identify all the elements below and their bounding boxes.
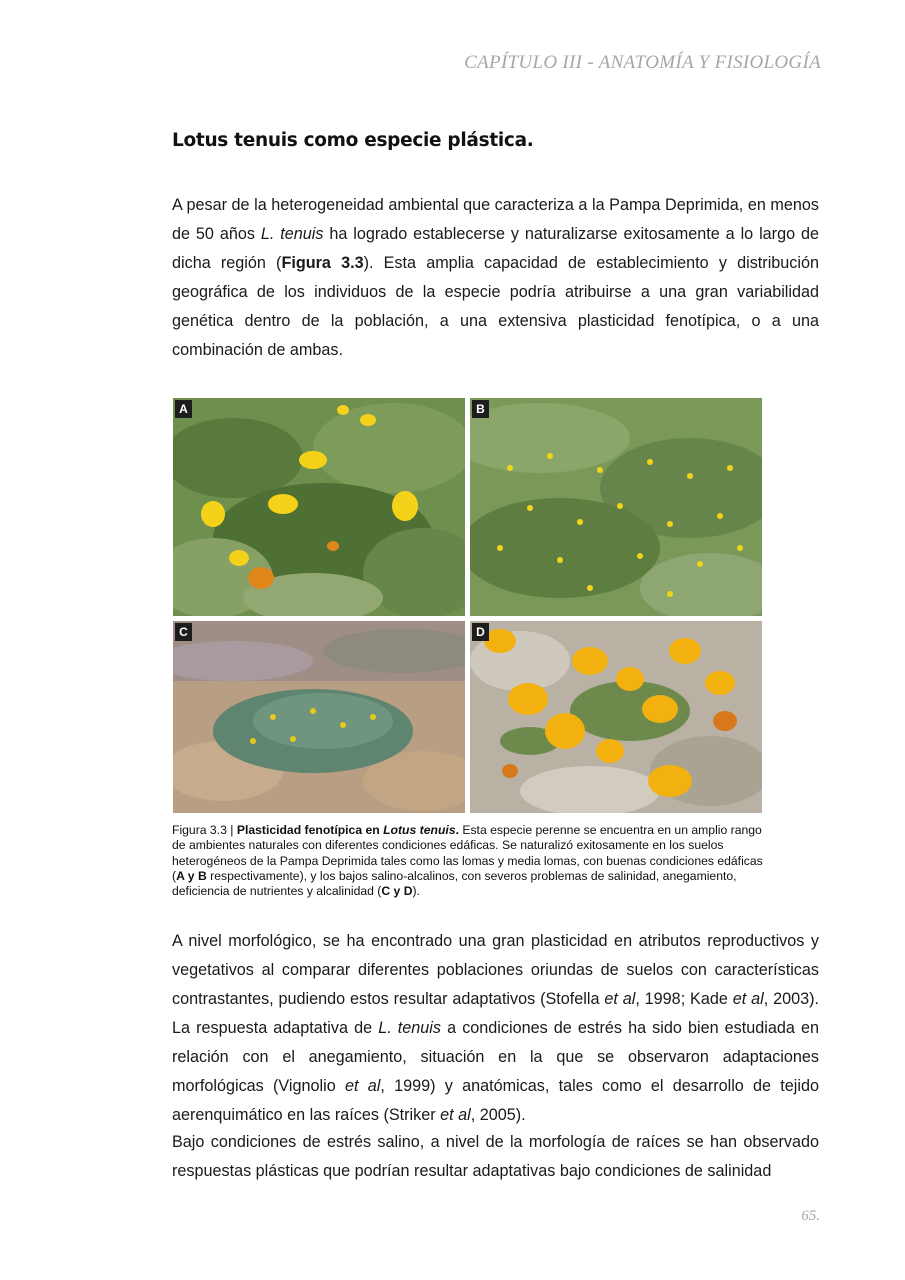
figure-caption: Figura 3.3 | Plasticidad fenotípica en Lotus tenuis. Esta especie perenne se encuentra en un amplio rango de ambientes naturales con diferentes condiciones edáficas. Se naturalizó exitosamente en los suelos heterogéneos de la Pampa Deprimida tales como las lomas y media lomas, con buenas condiciones edáficas (A y B respectivamente), y los bajos salino-alcalinos, con severos problemas de salinidad, anegamiento, deficiencia de nutrientes y alcalinidad (C y D). [172, 823, 763, 899]
paragraph-morphology: A nivel morfológico, se ha encontrado una gran plasticidad en atributos reproductivos y vegetativos al comparar diferentes poblaciones oriundas de suelos con características contrastantes, pudiendo estos resultar adaptativos (Stofella et al, 1998; Kade et al, 2003). La respuesta adaptativa de L. tenuis a condiciones de estrés ha sido bien estudiada en relación con el anegamiento, situación en la que se observaron adaptaciones morfológicas (Vignolio et al, 1999) y anatómicas, tales como el desarrollo de tejido aerenquimático en las raíces (Striker et al, 2005). [172, 932, 819, 1124]
panel-label-c: C [175, 623, 192, 641]
panel-label-b: B [472, 400, 489, 418]
lotus-media-loma-photo [470, 398, 762, 616]
lotus-saline-lowland-photo [173, 621, 465, 813]
figure-3-3 [173, 398, 762, 813]
panel-label-d: D [472, 623, 489, 641]
chapter-header: CAPÍTULO III - ANATOMÍA Y FISIOLOGÍA [464, 52, 821, 73]
paragraph-saline-stress: Bajo condiciones de estrés salino, a nivel de la morfología de raíces se han observado respuestas plásticas que podrían resultar adaptativas bajo condiciones de salinidad [172, 1133, 819, 1180]
lotus-closeup-flowers-photo [470, 621, 762, 813]
lotus-loma-photo [173, 398, 465, 616]
panel-label-a: A [175, 400, 192, 418]
paragraph-intro: A pesar de la heterogeneidad ambiental que caracteriza a la Pampa Deprimida, en menos de 50 años L. tenuis ha logrado establecerse y naturalizarse exitosamente a lo largo de dicha región (Figura 3.3). Esta amplia capacidad de establecimiento y distribución geográfica de los individuos de la especie podría atribuirse a una gran variabilidad genética dentro de la población, a una extensiva plasticidad fenotípica, o a una combinación de ambas. [172, 196, 819, 359]
photo-panel-c [173, 621, 465, 813]
section-title: Lotus tenuis como especie plástica. [172, 130, 534, 151]
photo-panel-a [173, 398, 465, 616]
page-number: 65. [801, 1208, 820, 1224]
photo-panel-d [470, 621, 762, 813]
photo-panel-b [470, 398, 762, 616]
